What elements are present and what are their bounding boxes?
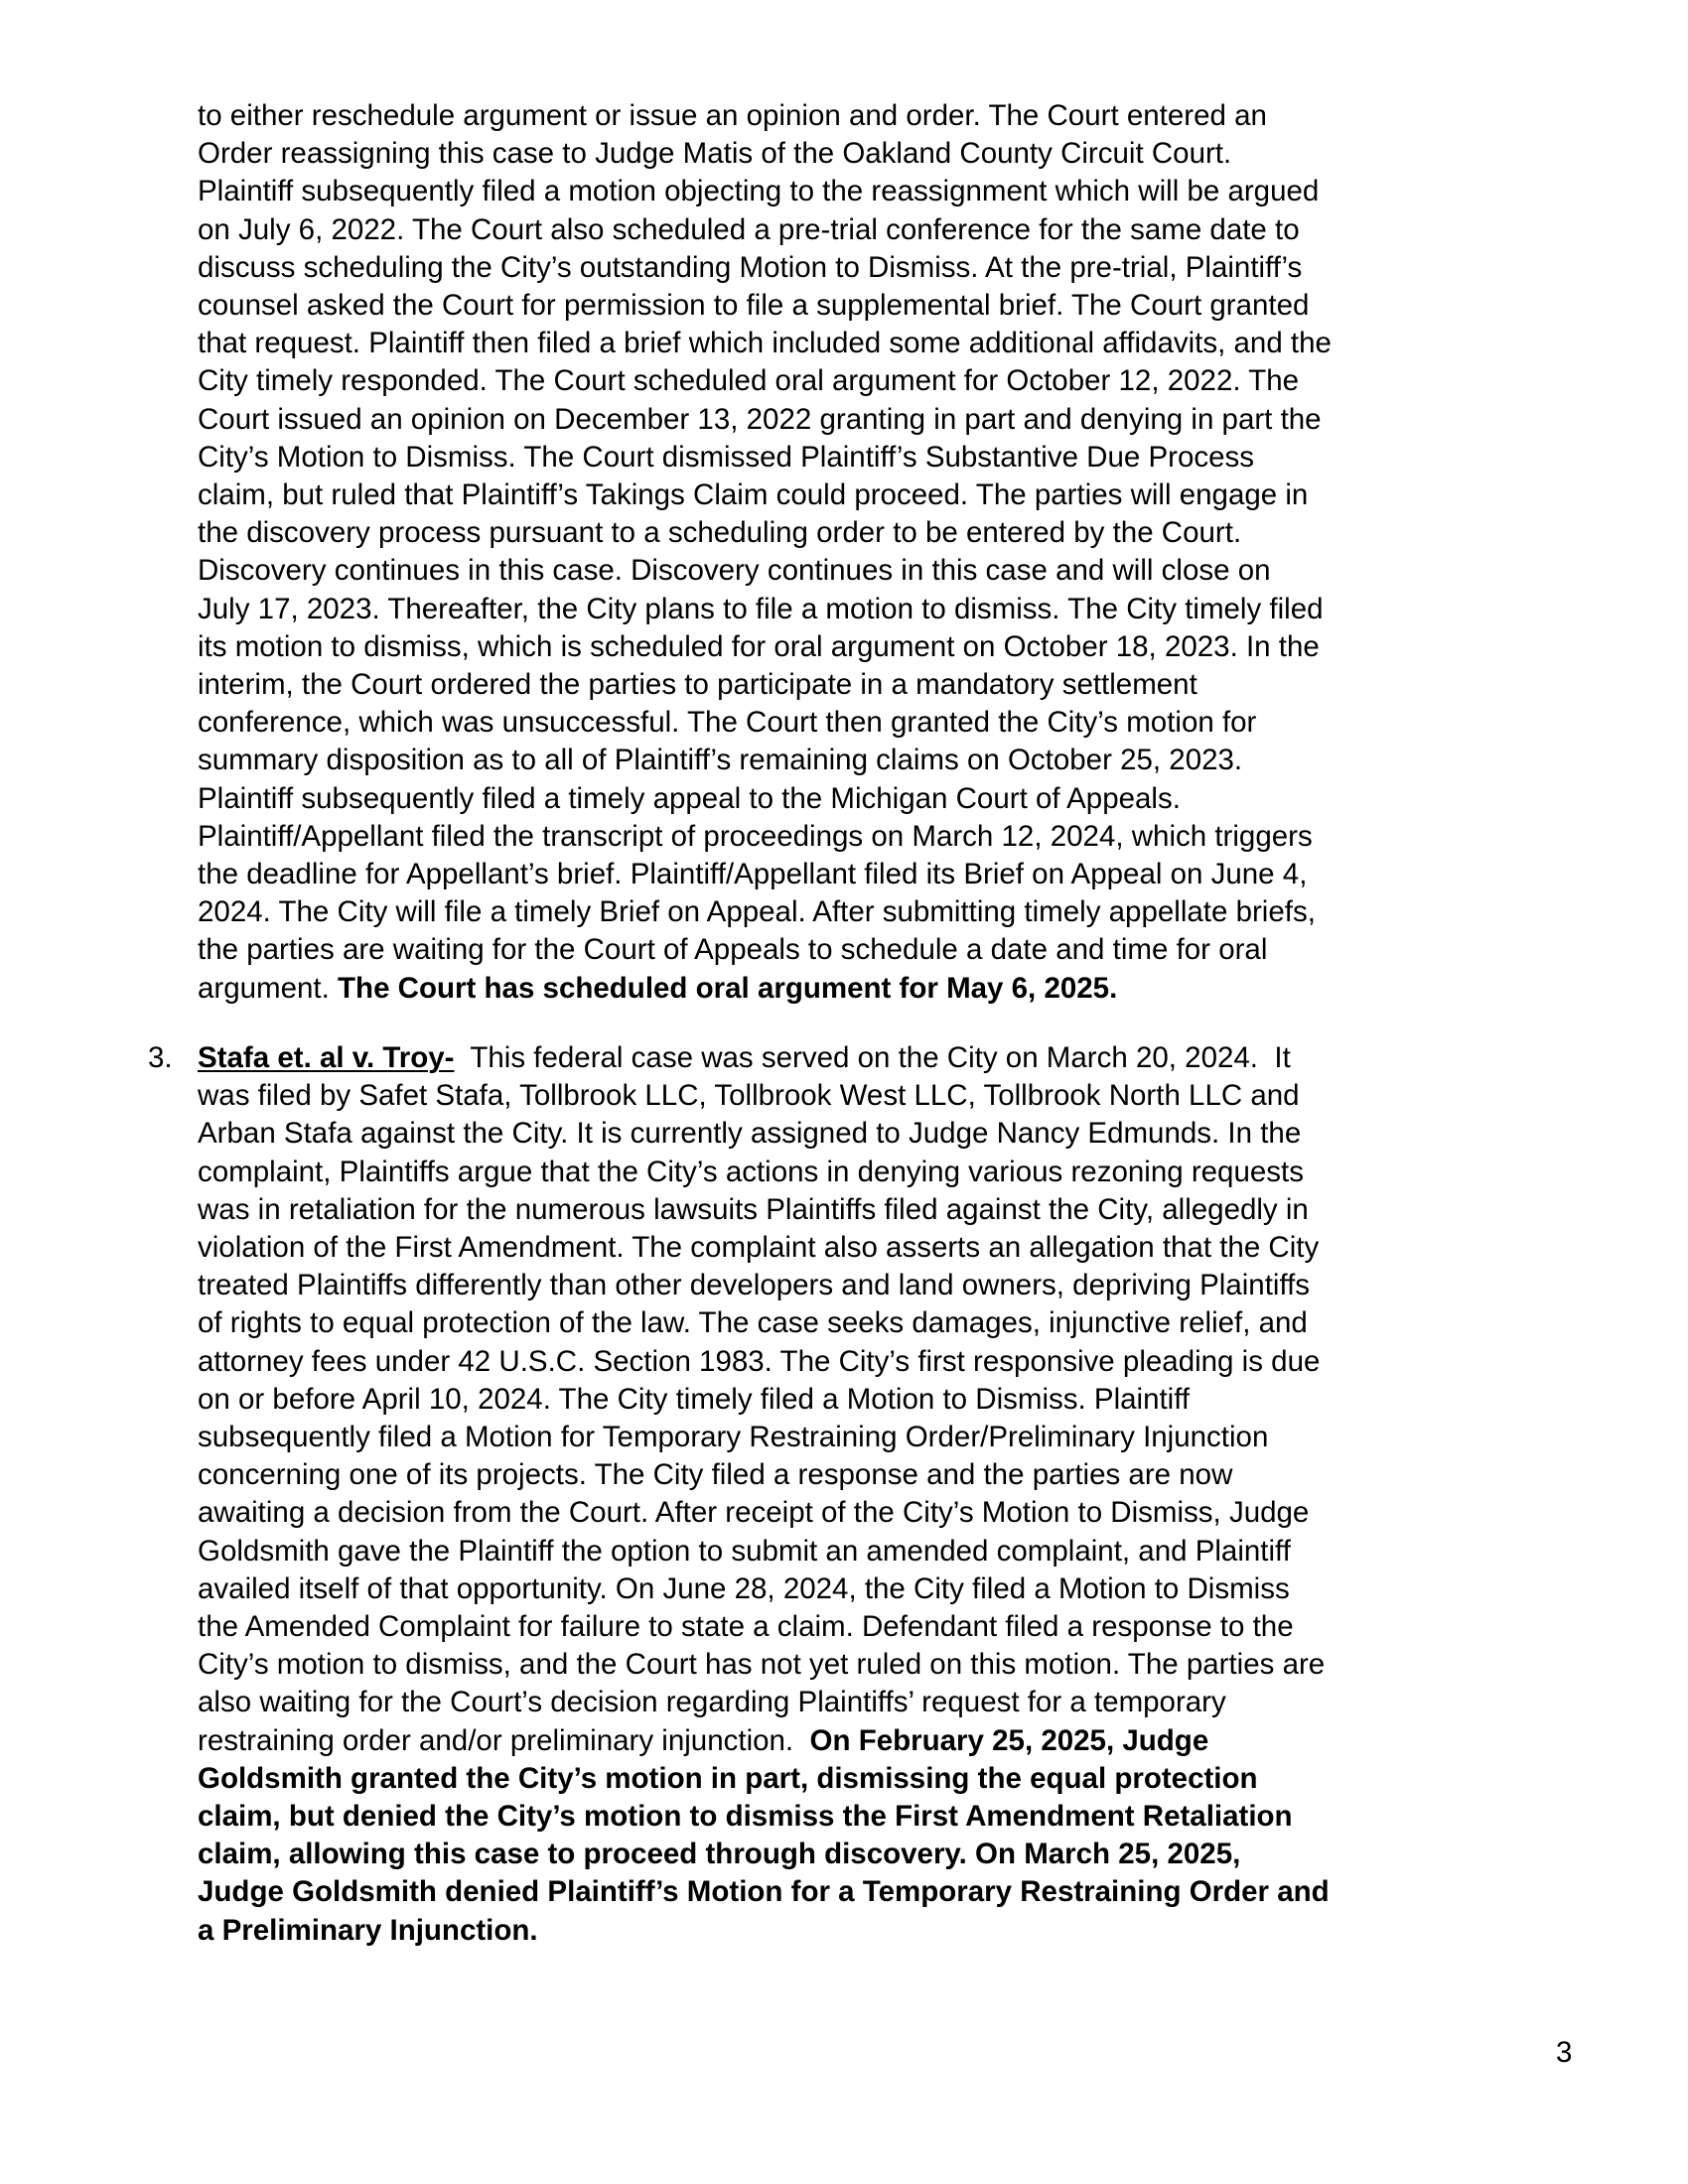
- paragraph-line: Order reassigning this case to Judge Matis of the Oakland County Circuit Court.: [198, 137, 1232, 171]
- paragraph-line: of rights to equal protection of the law. The case seeks damages, injunctive relief, and: [198, 1306, 1308, 1340]
- paragraph-mixed-line: [198, 1722, 1488, 1760]
- ruling-update-line: claim, but denied the City’s motion to dismiss the First Amendment Retaliation: [198, 1800, 1293, 1834]
- paragraph-line: awaiting a decision from the Court. After receipt of the City’s Motion to Dismiss, Judge: [198, 1496, 1310, 1530]
- paragraph-line: conference, which was unsuccessful. The Court then granted the City’s motion for: [198, 706, 1257, 740]
- paragraph-line: the discovery process pursuant to a scheduling order to be entered by the Court.: [198, 516, 1242, 550]
- paragraph-text: This federal case was served on the City on March 20, 2024. It: [454, 1041, 1291, 1074]
- list-item-3: [148, 1039, 1488, 1950]
- paragraph-line: Plaintiff/Appellant filed the transcript of proceedings on March 12, 2024, which triggers: [198, 819, 1313, 853]
- item-number: 3.: [148, 1041, 173, 1074]
- oral-argument-notice: The Court has scheduled oral argument for May 6, 2025.: [338, 971, 1118, 1005]
- paragraph-line: violation of the First Amendment. The complaint also asserts an allegation that the City: [198, 1231, 1320, 1265]
- paragraph-line: complaint, Plaintiffs argue that the City’s actions in denying various rezoning requests: [198, 1155, 1304, 1188]
- paragraph-line: Court issued an opinion on December 13, 2022 granting in part and denying in part the: [198, 402, 1322, 436]
- paragraph-line: the parties are waiting for the Court of Appeals to schedule a date and time for oral: [198, 933, 1268, 967]
- paragraph-text: argument.: [198, 971, 339, 1005]
- case-title: Stafa et. al v. Troy-: [198, 1041, 455, 1074]
- paragraph-line: July 17, 2023. Thereafter, the City plans to file a motion to dismiss. The City timely filed: [198, 592, 1324, 625]
- paragraph-line: Plaintiff subsequently filed a timely appeal to the Michigan Court of Appeals.: [198, 781, 1181, 815]
- item-first-line: [198, 1039, 1488, 1077]
- paragraph-last-line: [198, 970, 1488, 1008]
- paragraph-line: discuss scheduling the City’s outstanding Motion to Dismiss. At the pre-trial, Plaintiff’s: [198, 250, 1303, 284]
- page-number: 3: [1556, 2036, 1573, 2069]
- ruling-update-line: Judge Goldsmith denied Plaintiff’s Motion for a Temporary Restraining Order and: [198, 1875, 1330, 1909]
- paragraph-line: claim, but ruled that Plaintiff’s Takings Claim could proceed. The parties will engage in: [198, 478, 1309, 512]
- ruling-update-line: Goldsmith granted the City’s motion in part, dismissing the equal protection: [198, 1761, 1258, 1795]
- paragraph-text: restraining order and/or preliminary injunction.: [198, 1723, 810, 1757]
- paragraph-line: also waiting for the Court’s decision regarding Plaintiffs’ request for a temporary: [198, 1686, 1226, 1719]
- paragraph-line: was in retaliation for the numerous lawsuits Plaintiffs filed against the City, allegedly in: [198, 1192, 1309, 1226]
- paragraph-line: on July 6, 2022. The Court also scheduled a pre-trial conference for the same date to: [198, 212, 1300, 246]
- paragraph-line: the Amended Complaint for failure to state a claim. Defendant filed a response to the: [198, 1610, 1294, 1644]
- paragraph-line: 2024. The City will file a timely Brief on Appeal. After submitting timely appellate briefs,: [198, 895, 1316, 929]
- paragraph-line: Arban Stafa against the City. It is currently assigned to Judge Nancy Edmunds. In the: [198, 1117, 1302, 1151]
- paragraph-line: on or before April 10, 2024. The City timely filed a Motion to Dismiss. Plaintiff: [198, 1382, 1191, 1416]
- paragraph-line: subsequently filed a Motion for Temporary Restraining Order/Preliminary Injunction: [198, 1421, 1269, 1454]
- paragraph-line: City’s Motion to Dismiss. The Court dismissed Plaintiff’s Substantive Due Process: [198, 440, 1255, 474]
- ruling-update: On February 25, 2025, Judge: [809, 1723, 1209, 1757]
- paragraph-line: the deadline for Appellant’s brief. Plaintiff/Appellant filed its Brief on Appeal on June 4,: [198, 858, 1308, 891]
- paragraph-line: that request. Plaintiff then filed a brief which included some additional affidavits, and the: [198, 327, 1332, 360]
- paragraph-line: City timely responded. The Court scheduled oral argument for October 12, 2022. The: [198, 364, 1300, 398]
- paragraph-line: Plaintiff subsequently filed a motion objecting to the reassignment which will be argued: [198, 175, 1320, 208]
- paragraph-line: City’s motion to dismiss, and the Court has not yet ruled on this motion. The parties are: [198, 1648, 1326, 1682]
- paragraph-line: was filed by Safet Stafa, Tollbrook LLC, Tollbrook West LLC, Tollbrook North LLC and: [198, 1079, 1300, 1113]
- paragraph-line: interim, the Court ordered the parties to participate in a mandatory settlement: [198, 668, 1197, 702]
- paragraph-line: availed itself of that opportunity. On June 28, 2024, the City filed a Motion to Dismiss: [198, 1571, 1290, 1605]
- ruling-update-line: a Preliminary Injunction.: [198, 1913, 538, 1947]
- continued-paragraph: [198, 97, 1488, 1008]
- paragraph-line: to either reschedule argument or issue an opinion and order. The Court entered an: [198, 99, 1267, 132]
- paragraph-line: its motion to dismiss, which is scheduled for oral argument on October 18, 2023. In the: [198, 629, 1320, 663]
- paragraph-line: concerning one of its projects. The City filed a response and the parties are now: [198, 1458, 1233, 1492]
- paragraph-line: Discovery continues in this case. Discovery continues in this case and will close on: [198, 554, 1271, 588]
- paragraph-line: summary disposition as to all of Plaintiff’s remaining claims on October 25, 2023.: [198, 744, 1243, 777]
- paragraph-line: treated Plaintiffs differently than other developers and land owners, depriving Plaintiffs: [198, 1269, 1311, 1302]
- ruling-update-line: claim, allowing this case to proceed through discovery. On March 25, 2025,: [198, 1838, 1241, 1871]
- paragraph-line: Goldsmith gave the Plaintiff the option to submit an amended complaint, and Plaintiff: [198, 1534, 1291, 1568]
- paragraph-line: attorney fees under 42 U.S.C. Section 1983. The City’s first responsive pleading is due: [198, 1344, 1321, 1378]
- paragraph-line: counsel asked the Court for permission to file a supplemental brief. The Court granted: [198, 289, 1310, 323]
